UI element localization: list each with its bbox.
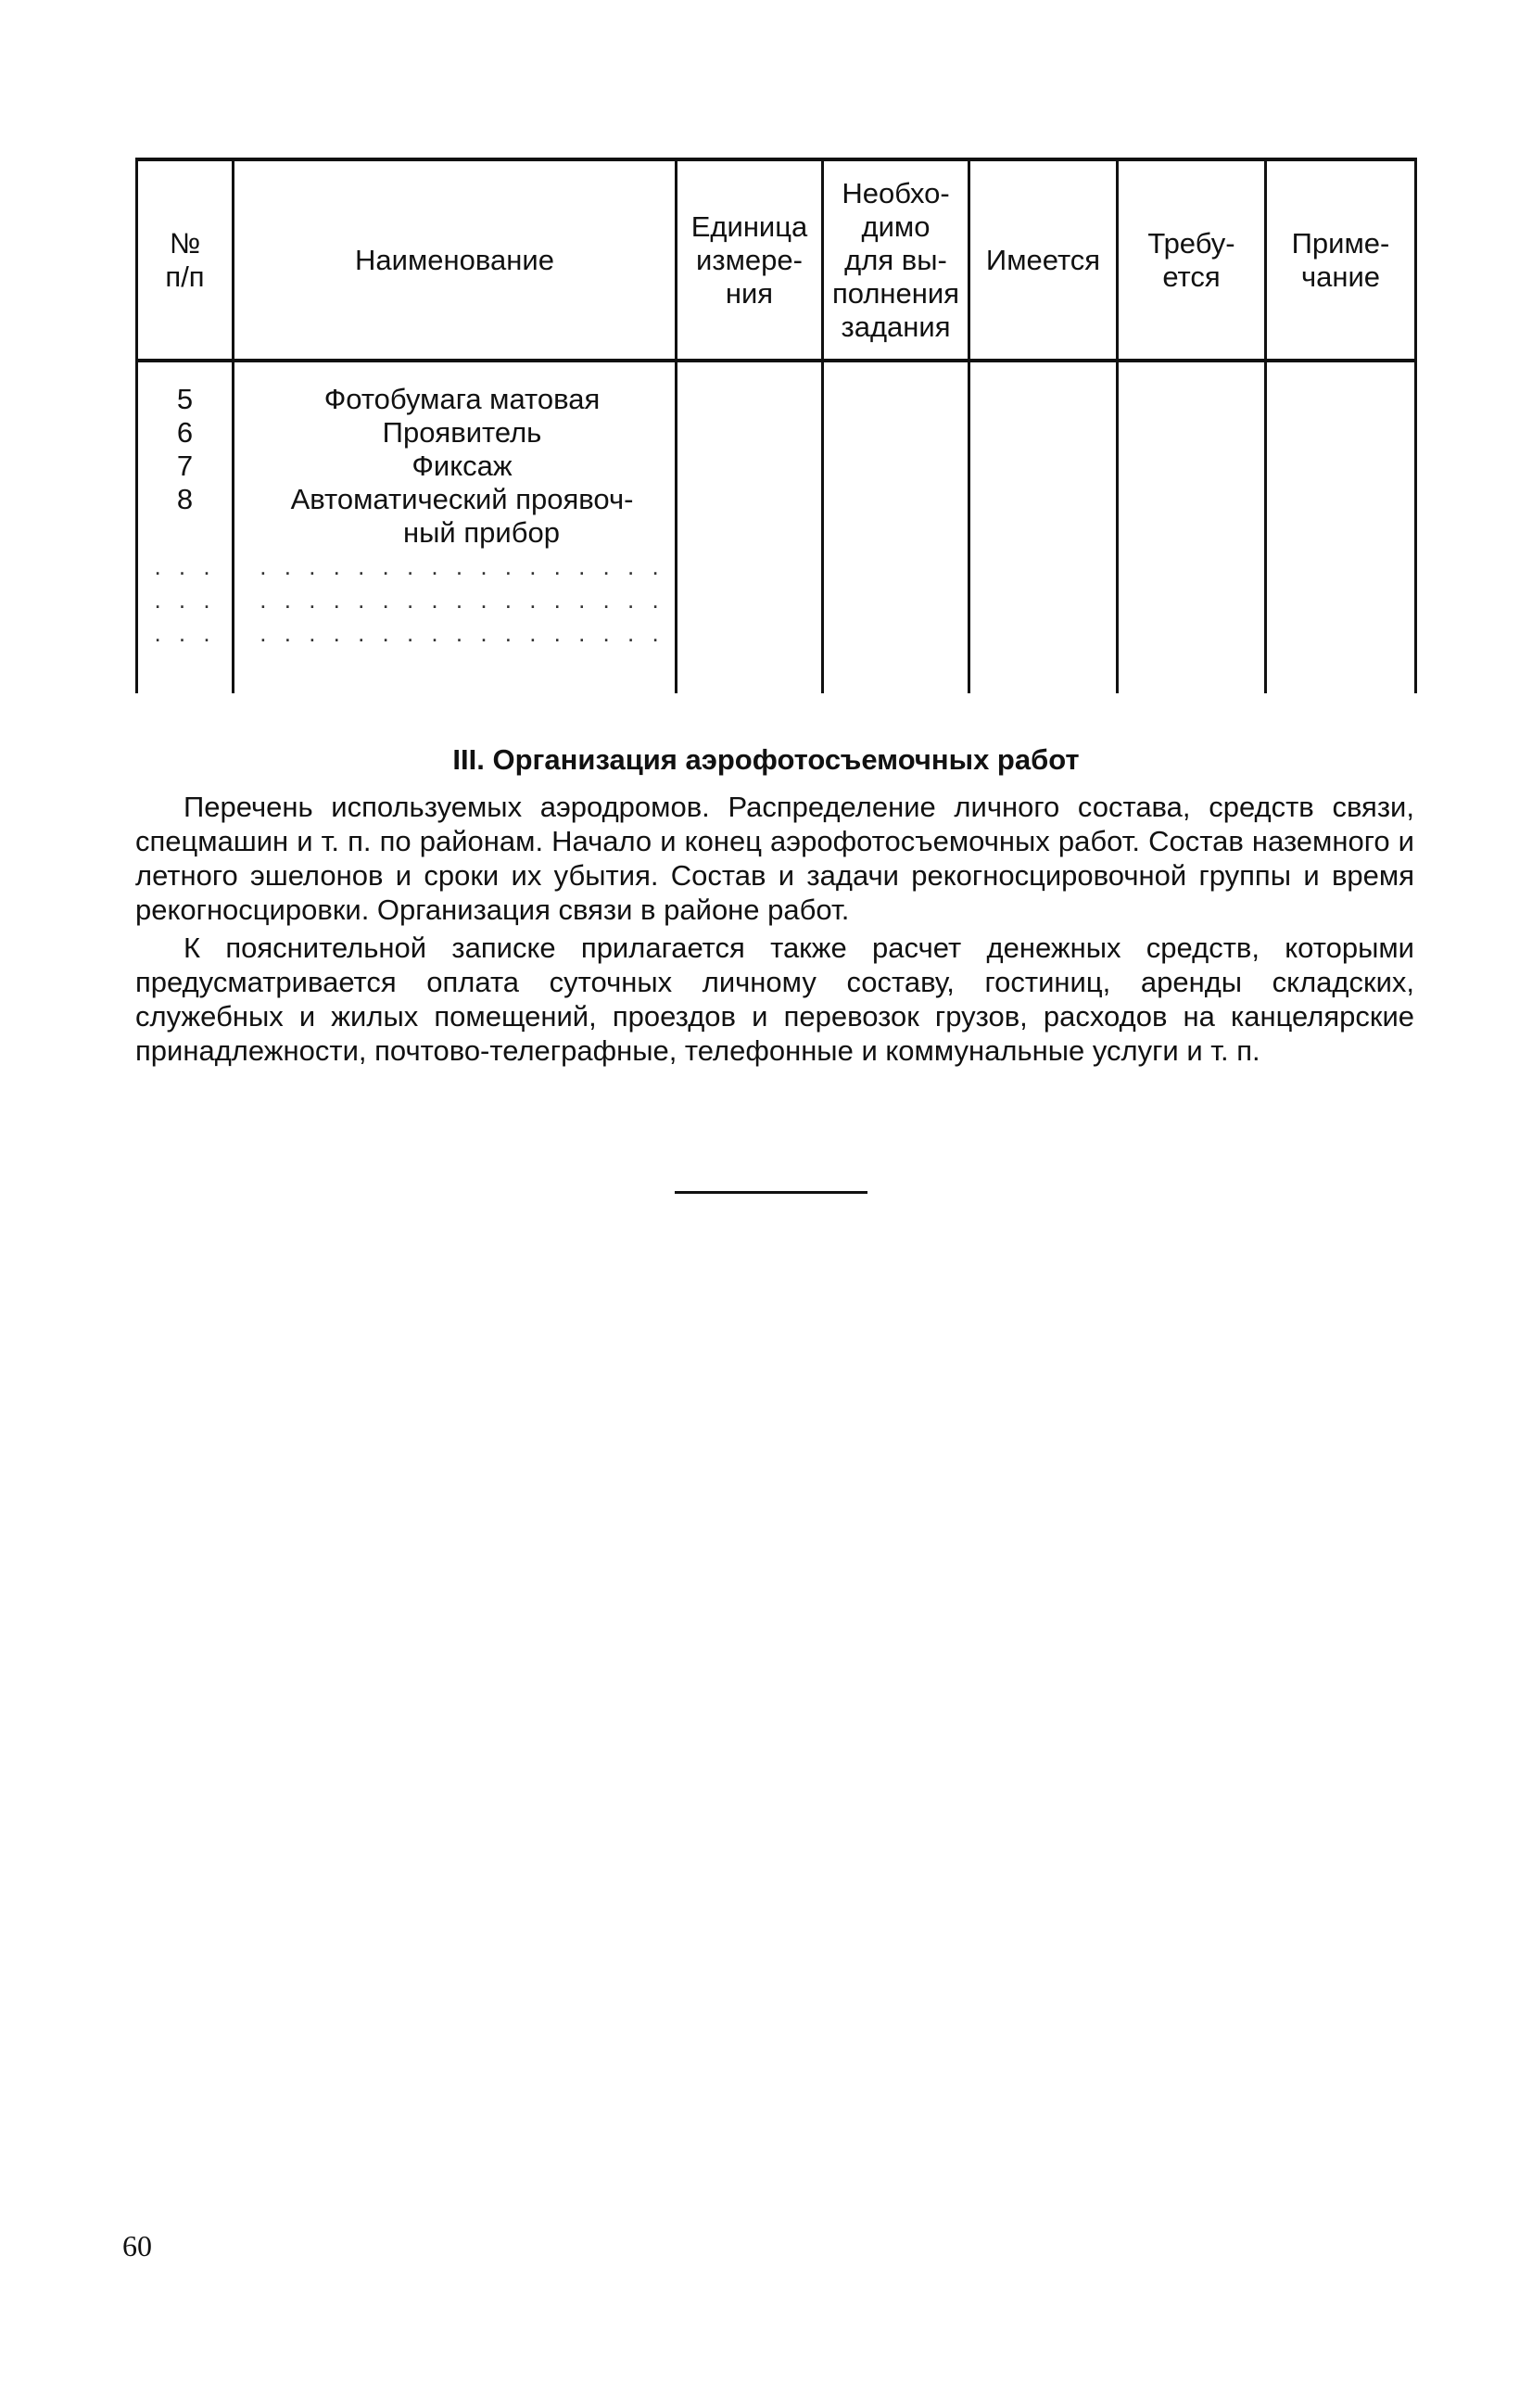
cell-unit <box>677 361 823 693</box>
cell-numbers: 5 6 7 8 . . . . . . . . . <box>137 361 234 693</box>
cell-required <box>1118 361 1266 693</box>
header-needed: Необхо- димо для вы- полнения задания <box>823 159 969 361</box>
header-unit: Единица измере- ния <box>677 159 823 361</box>
ellipsis-row: . . . <box>154 586 216 614</box>
supply-table <box>135 158 1417 693</box>
section-divider <box>675 1191 867 1194</box>
cell-needed <box>823 361 969 693</box>
cell-have <box>969 361 1118 693</box>
header-required: Требу- ется <box>1118 159 1266 361</box>
table-header-row <box>137 159 1416 361</box>
paragraph-2: К пояснительной записке прилагается также расчет денежных средств, которыми предусматривается оплата суточных личному составу, гостиниц, аренды складских, служебных и жилых помещений, проездов и перевозок грузов, расходов на канцелярские принадлежности, почтово-телеграфные, телефонные и коммунальные услуги и т. п. <box>135 932 1414 1067</box>
cell-note <box>1266 361 1416 693</box>
ellipsis-row: . . . <box>154 619 216 647</box>
cell-names: Фотобумага матовая Проявитель Фиксаж Автоматический проявоч- ный прибор . . . . . . . . . . . . . . . . . . . . . . . . . . . . . . . . . . . . . . . . . . . . . . . . . . . <box>234 361 677 693</box>
header-note: Приме- чание <box>1266 159 1416 361</box>
table-row <box>137 361 1416 693</box>
header-have: Имеется <box>969 159 1118 361</box>
ellipsis-row: . . . . . . . . . . . . . . . . . <box>260 586 665 614</box>
page-number: 60 <box>122 2229 152 2262</box>
header-number: № п/п <box>137 159 234 361</box>
section-title: III. Организация аэрофотосъемочных работ <box>452 743 1080 776</box>
header-name: Наименование <box>234 159 677 361</box>
supply-table-container <box>135 158 1414 714</box>
ellipsis-row: . . . <box>154 552 216 580</box>
ellipsis-row: . . . . . . . . . . . . . . . . . <box>260 552 665 580</box>
paragraph-1: Перечень используемых аэродромов. Распределение личного состава, средств связи, спецмашин и т. п. по районам. Начало и конец аэрофотосъемочных работ. Состав наземного и летного эшелонов и сроки их убытия. Состав и задачи рекогносцировочной группы и время рекогносцировки. Организация связи в районе работ. <box>135 791 1414 926</box>
ellipsis-row: . . . . . . . . . . . . . . . . . <box>260 619 665 647</box>
